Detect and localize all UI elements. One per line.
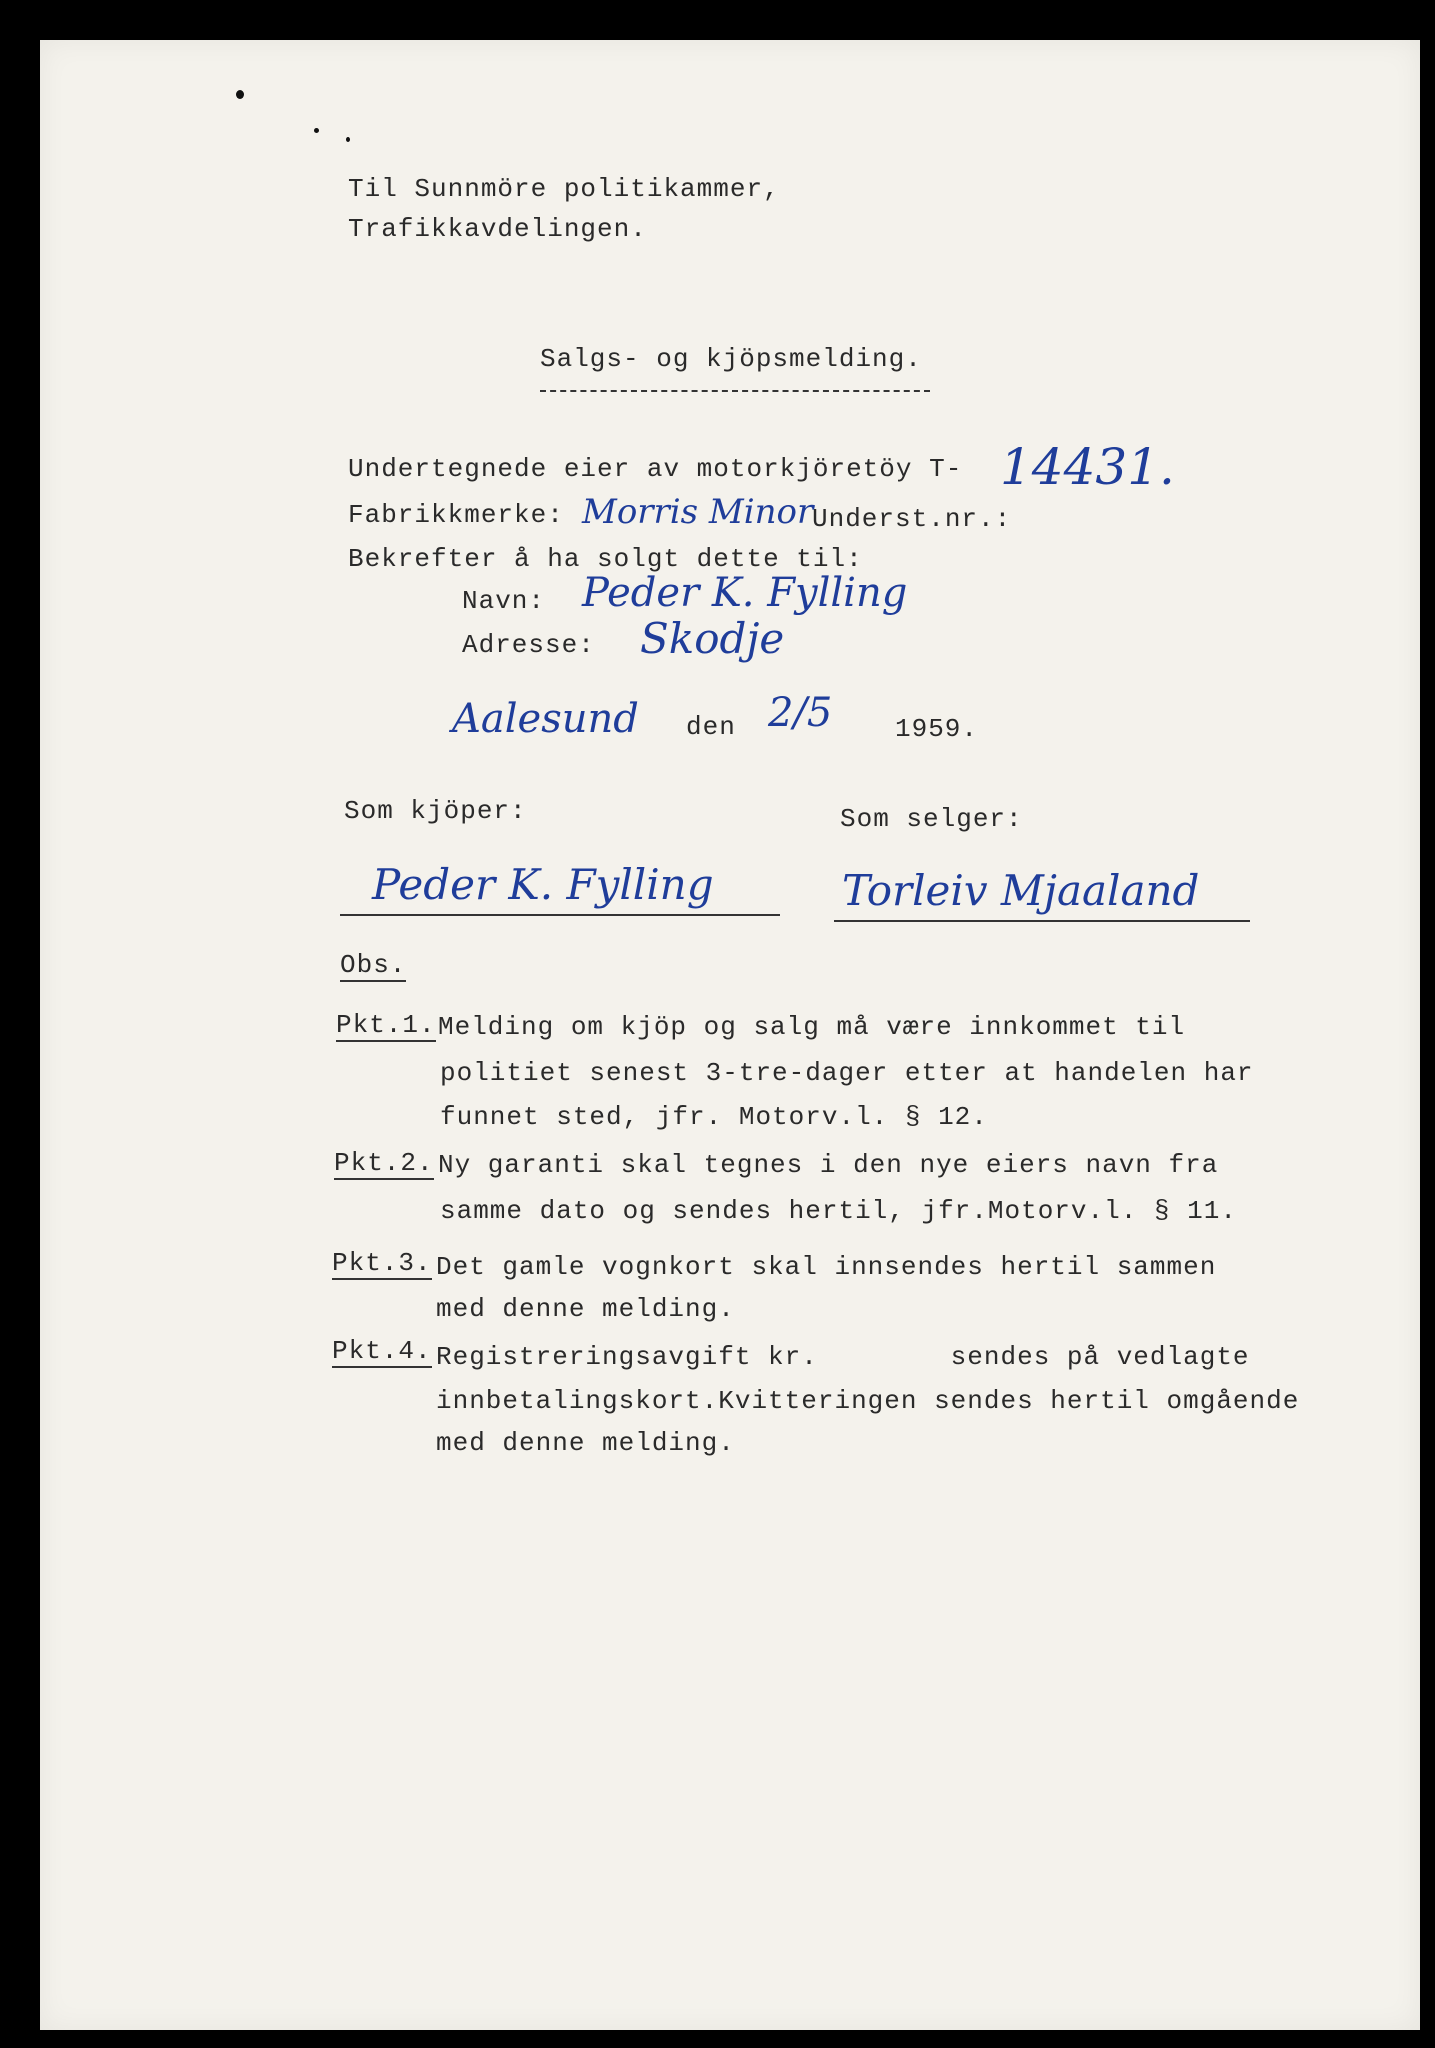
seller-signature: Torleiv Mjaaland [842,866,1200,915]
confirm-label: Bekrefter å ha solgt dette til: [348,544,863,574]
notes-heading: Obs. [340,950,407,980]
note-line: med denne melding. [436,1294,735,1324]
punch-mark [236,90,244,99]
owner-value: 14431. [1000,438,1175,496]
year-value: 1959. [895,714,979,744]
note-line: Det gamle vognkort skal innsendes hertil sammen [436,1252,1217,1282]
note-label: Pkt.2. [334,1148,434,1178]
note-line: samme dato og sendes hertil, jfr.Motorv.l. § 11. [440,1196,1237,1226]
note-line: med denne melding. [436,1428,735,1458]
owner-label: Undertegnede eier av motorkjöretöy T- [348,454,963,484]
title-underline [540,390,930,392]
seller-label: Som selger: [840,804,1023,834]
buyer-label: Som kjöper: [344,796,527,826]
make-label: Fabrikkmerke: [348,500,564,530]
place-value: Aalesund [452,696,639,742]
name-label: Navn: [462,586,546,616]
chassis-label: Underst.nr.: [812,504,1012,534]
note-line: innbetalingskort.Kvitteringen sendes hertil omgående [436,1386,1300,1416]
punch-mark [346,137,350,142]
punch-mark [314,128,319,133]
date-label: den [686,712,736,742]
note-line: Ny garanti skal tegnes i den nye eiers navn fra [438,1150,1219,1180]
buyer-signature: Peder K. Fylling [372,860,714,909]
note-line: politiet senest 3-tre-dager etter at handelen har [440,1058,1254,1088]
note-line: funnet sted, jfr. Motorv.l. § 12. [440,1102,988,1132]
name-value: Peder K. Fylling [582,570,908,616]
note-label: Pkt.4. [332,1336,432,1366]
date-value: 2/5 [768,690,833,736]
note-line: Melding om kjöp og salg må være innkommet til [438,1012,1186,1042]
note-label: Pkt.1. [336,1010,436,1040]
buyer-signature-line [340,914,780,916]
address-label: Adresse: [462,630,595,660]
recipient-line-2: Trafikkavdelingen. [348,214,647,244]
document-title: Salgs- og kjöpsmelding. [540,344,922,374]
seller-signature-line [834,920,1250,922]
note-line: Registreringsavgift kr. sendes på vedlagte [436,1342,1250,1372]
recipient-line-1: Til Sunnmöre politikammer, [348,174,780,204]
make-value: Morris Minor [582,492,814,532]
note-label: Pkt.3. [332,1248,432,1278]
address-value: Skodje [640,614,785,663]
